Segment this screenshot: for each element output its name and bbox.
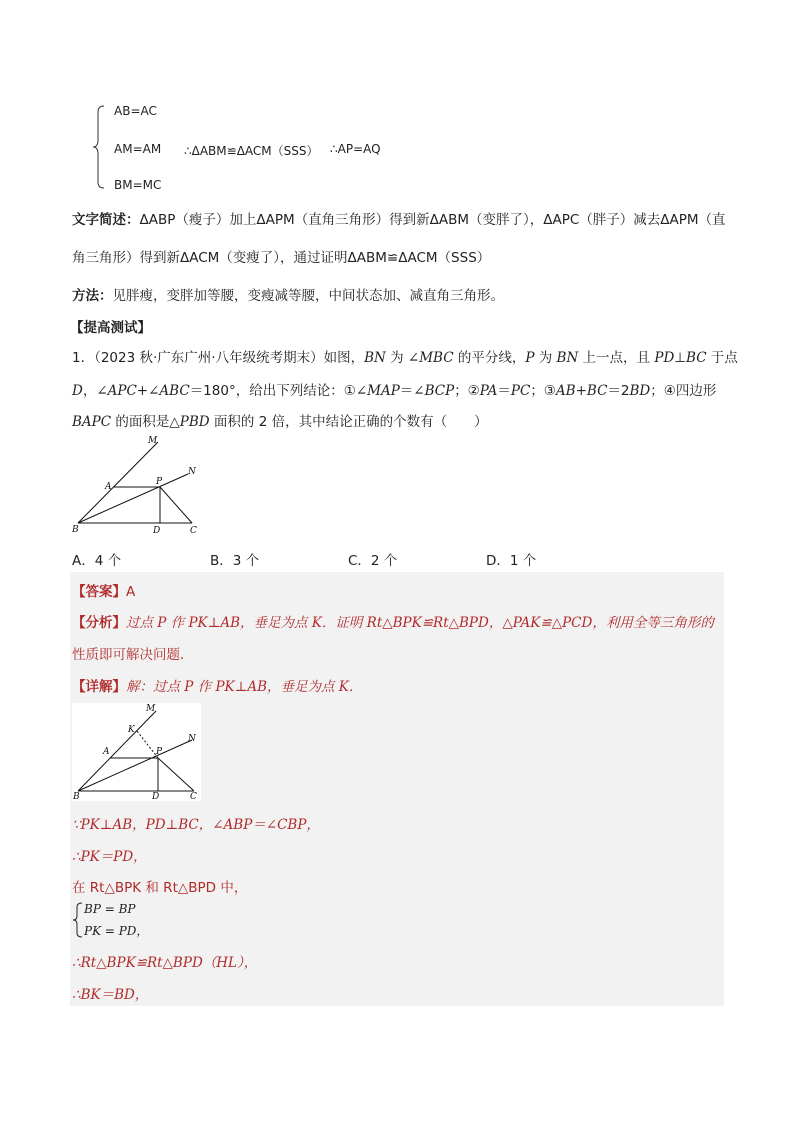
label-p: P (156, 477, 163, 487)
analysis-line-1 (72, 611, 714, 631)
option-c: C．2 个 (348, 553, 398, 569)
label-n-2: N (188, 734, 196, 744)
method-label: 方法： (72, 288, 113, 304)
segment-pc-2 (158, 758, 194, 791)
system-conclusion-2: ∴AP=AQ (330, 142, 381, 156)
section-title: 【提高测试】 (70, 320, 151, 336)
description-line-1 (72, 208, 726, 228)
label-c: C (190, 526, 197, 536)
system-conclusion-1: ∴ΔABM≌ΔACM（SSS） (184, 144, 319, 158)
solution-figure (72, 703, 201, 801)
proof-step-5: ∴BK＝BD， (72, 987, 149, 1003)
analysis-line-2: 性质即可解决问题． (72, 647, 194, 663)
description-line-2: 角三角形）得到新ΔACM（变瘦了），通过证明ΔABM≌ΔACM（SSS） (72, 250, 491, 266)
proof-step-4: ∴Rt△BPK≌Rt△BPD（HL）， (72, 955, 258, 971)
label-a: A (105, 482, 112, 492)
label-b-2: B (73, 792, 80, 801)
label-c-2: C (190, 792, 197, 801)
option-b: B．3 个 (210, 553, 260, 569)
description-label: 文字简述： (72, 212, 140, 228)
ray-bm-2 (78, 711, 156, 791)
proof-step-2: ∴PK＝PD， (72, 849, 147, 865)
label-p-2: P (156, 747, 163, 757)
proof-brace (72, 902, 84, 938)
description-text-1: ΔABP（瘦子）加上ΔAPM（直角三角形）得到新ΔABM（变胖了），ΔAPC（胖子）减去ΔAPM（直 (139, 212, 726, 228)
proof-system-line-2: PK = PD， (84, 924, 149, 938)
question-line-3: BAPC 的面积是△PBD 面积的 2 倍，其中结论正确的个数有（ ） (72, 414, 488, 430)
analysis-label: 【分析】 (72, 615, 126, 631)
proof-step-1: ∵PK⊥AB，PD⊥BC，∠ABP＝∠CBP， (72, 817, 320, 833)
system-brace (90, 104, 110, 190)
segment-pk-dashed (137, 731, 158, 758)
ray-bn (78, 474, 188, 523)
system-line-2: AM=AM (114, 142, 162, 156)
answer-label: 【答案】 (72, 584, 126, 600)
label-m: M (148, 436, 158, 446)
label-b: B (72, 525, 79, 535)
detail-label: 【详解】 (72, 679, 126, 695)
system-line-3: BM=MC (114, 178, 162, 192)
question-figure (70, 434, 205, 538)
analysis-text-1: 过点 P 作 PK⊥AB，垂足为点 K．证明 Rt△BPK≌Rt△BPD，△PAK≌△PCD，利用全等三角形的 (126, 615, 714, 631)
segment-pc (160, 487, 192, 523)
method-line (72, 284, 504, 304)
label-k-2: K (128, 725, 135, 735)
detail-line (72, 675, 362, 695)
option-a: A．4 个 (72, 553, 122, 569)
question-line-1: 1．（2023 秋·广东广州·八年级统考期末）如图，BN 为 ∠MBC 的平分线，P 为 BN 上一点，且 PD⊥BC 于点 (72, 350, 738, 366)
label-d: D (153, 526, 161, 536)
answer-value: A (126, 584, 136, 600)
answer-line (72, 580, 135, 600)
question-line-2: D，∠APC+∠ABC＝180°，给出下列结论：①∠MAP＝∠BCP；②PA＝PC；③AB+BC＝2BD；④四边形 (72, 383, 717, 399)
method-text: 见胖瘦，变胖加等腰，变瘦减等腰，中间状态加、减直角三角形。 (112, 288, 504, 304)
ray-bn-2 (78, 740, 192, 791)
ray-bm (78, 442, 158, 523)
proof-step-3: 在 Rt△BPK 和 Rt△BPD 中， (72, 880, 248, 896)
detail-text: 解：过点 P 作 PK⊥AB，垂足为点 K． (126, 679, 363, 695)
label-m-2: M (146, 704, 156, 714)
system-line-1: AB=AC (114, 104, 157, 118)
label-d-2: D (152, 792, 160, 801)
label-n: N (188, 467, 196, 477)
label-a-2: A (103, 747, 110, 757)
option-d: D．1 个 (486, 553, 537, 569)
proof-system-line-1: BP = BP (84, 902, 136, 916)
